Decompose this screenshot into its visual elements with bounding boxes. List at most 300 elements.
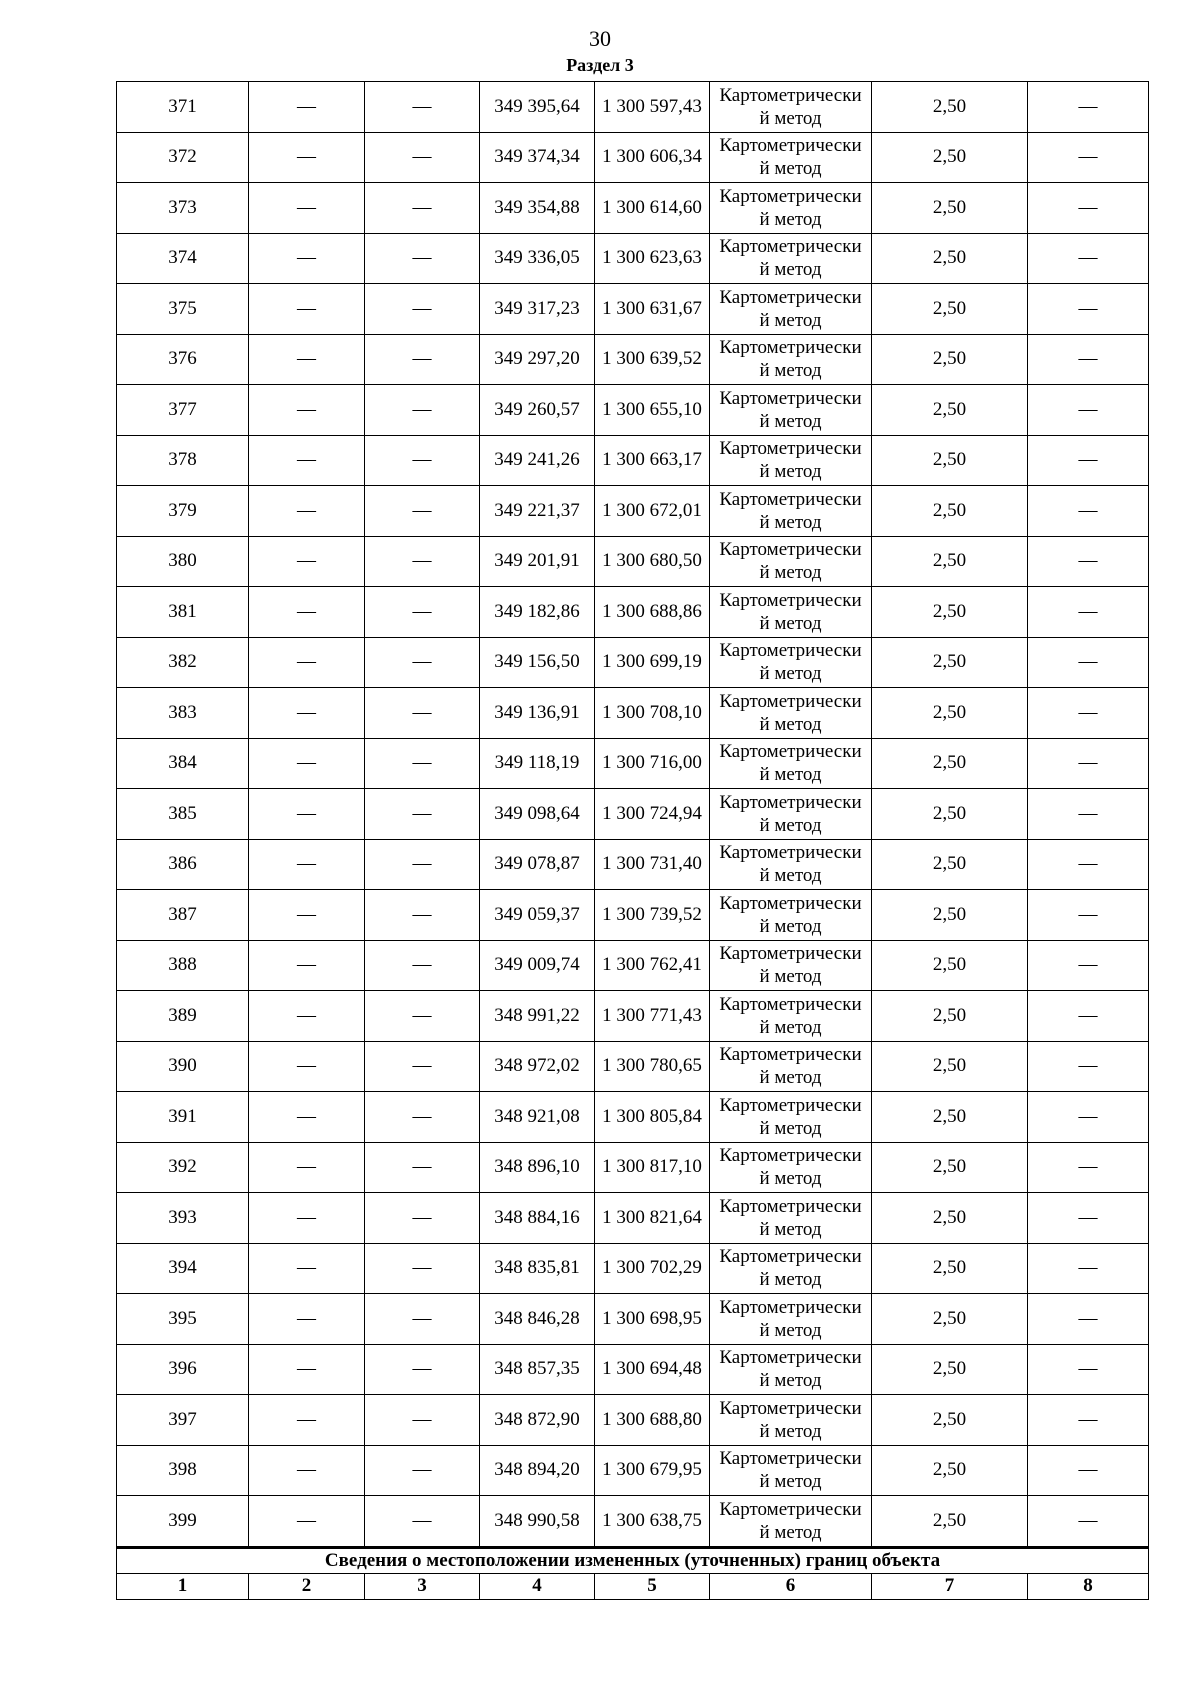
method-line-2: й метод	[759, 1067, 822, 1089]
point-number: 373	[117, 183, 249, 234]
method-cell	[710, 334, 872, 385]
method-cell	[710, 486, 872, 537]
table-row	[117, 1193, 1149, 1244]
dash-cell: —	[365, 183, 480, 234]
dash-cell: —	[365, 1395, 480, 1446]
y-coordinate: 1 300 821,64	[595, 1193, 710, 1244]
y-coordinate: 1 300 699,19	[595, 637, 710, 688]
accuracy-value: 2,50	[872, 890, 1028, 941]
method-line-2: й метод	[759, 612, 822, 634]
method-line-1: Картометрически	[719, 1296, 862, 1318]
dash-cell: —	[365, 839, 480, 890]
table-row	[117, 385, 1149, 436]
point-number: 376	[117, 334, 249, 385]
dash-cell: —	[1028, 940, 1149, 991]
method-line-1: Картометрически	[719, 236, 862, 258]
method-line-1: Картометрически	[719, 135, 862, 157]
method-line-1: Картометрически	[719, 387, 862, 409]
y-coordinate: 1 300 597,43	[595, 82, 710, 133]
column-number: 1	[117, 1573, 249, 1599]
dash-cell: —	[249, 435, 365, 486]
accuracy-value: 2,50	[872, 1243, 1028, 1294]
x-coordinate: 348 921,08	[480, 1092, 595, 1143]
dash-cell: —	[1028, 587, 1149, 638]
table-body	[117, 82, 1149, 1548]
method-line-1: Картометрически	[719, 488, 862, 510]
table-row	[117, 940, 1149, 991]
column-number: 4	[480, 1573, 595, 1599]
page-number: 30	[589, 26, 611, 51]
point-number: 396	[117, 1344, 249, 1395]
method-cell	[710, 1193, 872, 1244]
dash-cell: —	[249, 890, 365, 941]
accuracy-value: 2,50	[872, 284, 1028, 335]
y-coordinate: 1 300 623,63	[595, 233, 710, 284]
method-line-2: й метод	[759, 713, 822, 735]
table-row	[117, 688, 1149, 739]
y-coordinate: 1 300 771,43	[595, 991, 710, 1042]
dash-cell: —	[365, 334, 480, 385]
method-line-1: Картометрически	[719, 185, 862, 207]
method-line-1: Картометрически	[719, 438, 862, 460]
dash-cell: —	[1028, 486, 1149, 537]
accuracy-value: 2,50	[872, 637, 1028, 688]
y-coordinate: 1 300 694,48	[595, 1344, 710, 1395]
accuracy-value: 2,50	[872, 1041, 1028, 1092]
method-line-1: Картометрически	[719, 1498, 862, 1520]
point-number: 372	[117, 132, 249, 183]
dash-cell: —	[249, 789, 365, 840]
column-number: 2	[249, 1573, 365, 1599]
y-coordinate: 1 300 731,40	[595, 839, 710, 890]
x-coordinate: 349 241,26	[480, 435, 595, 486]
dash-cell: —	[249, 1496, 365, 1548]
method-line-2: й метод	[759, 764, 822, 786]
dash-cell: —	[365, 1142, 480, 1193]
dash-cell: —	[1028, 1344, 1149, 1395]
method-cell	[710, 738, 872, 789]
y-coordinate: 1 300 672,01	[595, 486, 710, 537]
point-number: 374	[117, 233, 249, 284]
dash-cell: —	[365, 82, 480, 133]
dash-cell: —	[249, 839, 365, 890]
method-cell	[710, 991, 872, 1042]
table-row	[117, 890, 1149, 941]
method-cell	[710, 1142, 872, 1193]
x-coordinate: 349 078,87	[480, 839, 595, 890]
accuracy-value: 2,50	[872, 1294, 1028, 1345]
dash-cell: —	[1028, 1193, 1149, 1244]
dash-cell: —	[1028, 1092, 1149, 1143]
method-line-2: й метод	[759, 1420, 822, 1442]
method-line-2: й метод	[759, 158, 822, 180]
point-number: 381	[117, 587, 249, 638]
dash-cell: —	[1028, 536, 1149, 587]
dash-cell: —	[1028, 738, 1149, 789]
dash-cell: —	[249, 1445, 365, 1496]
dash-cell: —	[365, 587, 480, 638]
dash-cell: —	[249, 486, 365, 537]
dash-cell: —	[1028, 284, 1149, 335]
dash-cell: —	[365, 738, 480, 789]
dash-cell: —	[249, 1092, 365, 1143]
y-coordinate: 1 300 739,52	[595, 890, 710, 941]
dash-cell: —	[249, 991, 365, 1042]
accuracy-value: 2,50	[872, 82, 1028, 133]
method-cell	[710, 385, 872, 436]
table-row	[117, 183, 1149, 234]
y-coordinate: 1 300 698,95	[595, 1294, 710, 1345]
accuracy-value: 2,50	[872, 1142, 1028, 1193]
dash-cell: —	[249, 183, 365, 234]
method-line-2: й метод	[759, 663, 822, 685]
y-coordinate: 1 300 688,80	[595, 1395, 710, 1446]
dash-cell: —	[249, 738, 365, 789]
method-line-1: Картометрически	[719, 993, 862, 1015]
column-number: 6	[710, 1573, 872, 1599]
point-number: 383	[117, 688, 249, 739]
table-row	[117, 1395, 1149, 1446]
method-line-2: й метод	[759, 410, 822, 432]
method-line-1: Картометрически	[719, 589, 862, 611]
point-number: 384	[117, 738, 249, 789]
dash-cell: —	[365, 1445, 480, 1496]
table-row	[117, 284, 1149, 335]
table-row	[117, 334, 1149, 385]
dash-cell: —	[249, 1142, 365, 1193]
dash-cell: —	[1028, 233, 1149, 284]
accuracy-value: 2,50	[872, 536, 1028, 587]
point-number: 371	[117, 82, 249, 133]
table-row	[117, 637, 1149, 688]
method-line-2: й метод	[759, 259, 822, 281]
point-number: 377	[117, 385, 249, 436]
method-cell	[710, 536, 872, 587]
x-coordinate: 348 872,90	[480, 1395, 595, 1446]
dash-cell: —	[365, 1041, 480, 1092]
x-coordinate: 349 317,23	[480, 284, 595, 335]
column-number: 5	[595, 1573, 710, 1599]
dash-cell: —	[365, 1193, 480, 1244]
point-number: 394	[117, 1243, 249, 1294]
x-coordinate: 349 009,74	[480, 940, 595, 991]
method-cell	[710, 435, 872, 486]
method-cell	[710, 1092, 872, 1143]
point-number: 380	[117, 536, 249, 587]
table-row	[117, 486, 1149, 537]
table-row	[117, 82, 1149, 133]
method-cell	[710, 890, 872, 941]
table-row	[117, 1243, 1149, 1294]
point-number: 375	[117, 284, 249, 335]
table-row	[117, 1445, 1149, 1496]
table-row	[117, 1041, 1149, 1092]
dash-cell: —	[1028, 1041, 1149, 1092]
dash-cell: —	[365, 1243, 480, 1294]
accuracy-value: 2,50	[872, 132, 1028, 183]
table-row	[117, 738, 1149, 789]
dash-cell: —	[365, 284, 480, 335]
dash-cell: —	[365, 637, 480, 688]
method-line-2: й метод	[759, 966, 822, 988]
dash-cell: —	[249, 587, 365, 638]
accuracy-value: 2,50	[872, 991, 1028, 1042]
table-row	[117, 789, 1149, 840]
method-cell	[710, 1041, 872, 1092]
y-coordinate: 1 300 606,34	[595, 132, 710, 183]
accuracy-value: 2,50	[872, 587, 1028, 638]
method-line-2: й метод	[759, 461, 822, 483]
dash-cell: —	[1028, 789, 1149, 840]
table-row	[117, 839, 1149, 890]
y-coordinate: 1 300 631,67	[595, 284, 710, 335]
point-number: 397	[117, 1395, 249, 1446]
method-line-2: й метод	[759, 1117, 822, 1139]
point-number: 395	[117, 1294, 249, 1345]
accuracy-value: 2,50	[872, 385, 1028, 436]
dash-cell: —	[365, 1092, 480, 1143]
method-line-2: й метод	[759, 360, 822, 382]
dash-cell: —	[249, 1395, 365, 1446]
dash-cell: —	[249, 1041, 365, 1092]
x-coordinate: 349 136,91	[480, 688, 595, 739]
accuracy-value: 2,50	[872, 183, 1028, 234]
point-number: 387	[117, 890, 249, 941]
method-line-2: й метод	[759, 915, 822, 937]
x-coordinate: 349 156,50	[480, 637, 595, 688]
point-number: 390	[117, 1041, 249, 1092]
y-coordinate: 1 300 724,94	[595, 789, 710, 840]
dash-cell: —	[249, 688, 365, 739]
method-line-2: й метод	[759, 1319, 822, 1341]
y-coordinate: 1 300 639,52	[595, 334, 710, 385]
dash-cell: —	[249, 334, 365, 385]
method-cell	[710, 789, 872, 840]
accuracy-value: 2,50	[872, 1496, 1028, 1548]
dash-cell: —	[1028, 839, 1149, 890]
accuracy-value: 2,50	[872, 435, 1028, 486]
method-line-1: Картометрически	[719, 1448, 862, 1470]
table-row	[117, 1142, 1149, 1193]
method-line-1: Картометрически	[719, 1044, 862, 1066]
method-line-1: Картометрически	[719, 791, 862, 813]
method-line-1: Картометрически	[719, 539, 862, 561]
y-coordinate: 1 300 638,75	[595, 1496, 710, 1548]
x-coordinate: 348 894,20	[480, 1445, 595, 1496]
table-row	[117, 587, 1149, 638]
method-line-1: Картометрически	[719, 943, 862, 965]
y-coordinate: 1 300 817,10	[595, 1142, 710, 1193]
method-line-1: Картометрически	[719, 640, 862, 662]
dash-cell: —	[1028, 1294, 1149, 1345]
method-line-2: й метод	[759, 208, 822, 230]
point-number: 386	[117, 839, 249, 890]
x-coordinate: 348 990,58	[480, 1496, 595, 1548]
y-coordinate: 1 300 688,86	[595, 587, 710, 638]
method-cell	[710, 1445, 872, 1496]
dash-cell: —	[1028, 132, 1149, 183]
dash-cell: —	[365, 435, 480, 486]
dash-cell: —	[365, 233, 480, 284]
dash-cell: —	[249, 637, 365, 688]
method-line-1: Картометрически	[719, 1094, 862, 1116]
column-number: 3	[365, 1573, 480, 1599]
dash-cell: —	[249, 233, 365, 284]
x-coordinate: 349 221,37	[480, 486, 595, 537]
method-line-2: й метод	[759, 562, 822, 584]
method-line-2: й метод	[759, 814, 822, 836]
point-number: 398	[117, 1445, 249, 1496]
method-line-1: Картометрически	[719, 1246, 862, 1268]
accuracy-value: 2,50	[872, 233, 1028, 284]
dash-cell: —	[365, 1294, 480, 1345]
y-coordinate: 1 300 708,10	[595, 688, 710, 739]
method-line-1: Картометрически	[719, 1397, 862, 1419]
accuracy-value: 2,50	[872, 688, 1028, 739]
method-cell	[710, 132, 872, 183]
dash-cell: —	[365, 688, 480, 739]
table-row	[117, 1092, 1149, 1143]
dash-cell: —	[1028, 82, 1149, 133]
method-line-1: Картометрически	[719, 286, 862, 308]
dash-cell: —	[1028, 991, 1149, 1042]
accuracy-value: 2,50	[872, 486, 1028, 537]
table-row	[117, 1344, 1149, 1395]
point-number: 391	[117, 1092, 249, 1143]
dash-cell: —	[1028, 1445, 1149, 1496]
x-coordinate: 349 098,64	[480, 789, 595, 840]
x-coordinate: 348 884,16	[480, 1193, 595, 1244]
point-number: 382	[117, 637, 249, 688]
method-cell	[710, 1294, 872, 1345]
table-row	[117, 991, 1149, 1042]
table-caption-row	[117, 1547, 1149, 1573]
point-number: 379	[117, 486, 249, 537]
accuracy-value: 2,50	[872, 839, 1028, 890]
table-row	[117, 1496, 1149, 1548]
method-cell	[710, 82, 872, 133]
x-coordinate: 349 260,57	[480, 385, 595, 436]
method-cell	[710, 587, 872, 638]
point-number: 399	[117, 1496, 249, 1548]
dash-cell: —	[249, 1294, 365, 1345]
method-cell	[710, 688, 872, 739]
dash-cell: —	[365, 486, 480, 537]
accuracy-value: 2,50	[872, 1092, 1028, 1143]
point-number: 392	[117, 1142, 249, 1193]
method-line-1: Картометрически	[719, 84, 862, 106]
method-line-1: Картометрически	[719, 892, 862, 914]
dash-cell: —	[249, 536, 365, 587]
table-row	[117, 435, 1149, 486]
y-coordinate: 1 300 655,10	[595, 385, 710, 436]
dash-cell: —	[249, 284, 365, 335]
method-cell	[710, 1243, 872, 1294]
dash-cell: —	[1028, 890, 1149, 941]
method-cell	[710, 839, 872, 890]
y-coordinate: 1 300 716,00	[595, 738, 710, 789]
x-coordinate: 349 395,64	[480, 82, 595, 133]
accuracy-value: 2,50	[872, 1344, 1028, 1395]
x-coordinate: 348 846,28	[480, 1294, 595, 1345]
method-line-1: Картометрически	[719, 1195, 862, 1217]
dash-cell: —	[365, 890, 480, 941]
method-line-2: й метод	[759, 1016, 822, 1038]
dash-cell: —	[1028, 183, 1149, 234]
x-coordinate: 349 059,37	[480, 890, 595, 941]
dash-cell: —	[1028, 688, 1149, 739]
method-cell	[710, 233, 872, 284]
dash-cell: —	[365, 132, 480, 183]
accuracy-value: 2,50	[872, 738, 1028, 789]
dash-cell: —	[249, 1344, 365, 1395]
method-cell	[710, 940, 872, 991]
method-line-2: й метод	[759, 1471, 822, 1493]
point-number: 393	[117, 1193, 249, 1244]
accuracy-value: 2,50	[872, 940, 1028, 991]
dash-cell: —	[1028, 1142, 1149, 1193]
y-coordinate: 1 300 614,60	[595, 183, 710, 234]
dash-cell: —	[365, 940, 480, 991]
dash-cell: —	[365, 789, 480, 840]
point-number: 378	[117, 435, 249, 486]
method-line-2: й метод	[759, 865, 822, 887]
y-coordinate: 1 300 762,41	[595, 940, 710, 991]
coordinates-table	[116, 81, 1149, 1600]
section-title: Раздел 3	[566, 55, 634, 75]
x-coordinate: 349 336,05	[480, 233, 595, 284]
dash-cell: —	[249, 132, 365, 183]
method-cell	[710, 637, 872, 688]
dash-cell: —	[365, 1344, 480, 1395]
table-caption: Сведения о местоположении измененных (уточненных) границ объекта	[117, 1547, 1149, 1573]
table-row	[117, 1294, 1149, 1345]
accuracy-value: 2,50	[872, 1395, 1028, 1446]
dash-cell: —	[1028, 1395, 1149, 1446]
dash-cell: —	[249, 1243, 365, 1294]
method-cell	[710, 1395, 872, 1446]
x-coordinate: 348 857,35	[480, 1344, 595, 1395]
x-coordinate: 348 896,10	[480, 1142, 595, 1193]
method-line-2: й метод	[759, 511, 822, 533]
dash-cell: —	[249, 1193, 365, 1244]
column-numbers-row	[117, 1573, 1149, 1599]
accuracy-value: 2,50	[872, 1193, 1028, 1244]
y-coordinate: 1 300 805,84	[595, 1092, 710, 1143]
dash-cell: —	[365, 991, 480, 1042]
column-number: 8	[1028, 1573, 1149, 1599]
dash-cell: —	[1028, 1243, 1149, 1294]
method-line-1: Картометрически	[719, 1145, 862, 1167]
column-number: 7	[872, 1573, 1028, 1599]
table-row	[117, 132, 1149, 183]
accuracy-value: 2,50	[872, 334, 1028, 385]
method-cell	[710, 1344, 872, 1395]
dash-cell: —	[365, 536, 480, 587]
dash-cell: —	[1028, 1496, 1149, 1548]
y-coordinate: 1 300 780,65	[595, 1041, 710, 1092]
x-coordinate: 349 374,34	[480, 132, 595, 183]
y-coordinate: 1 300 679,95	[595, 1445, 710, 1496]
y-coordinate: 1 300 680,50	[595, 536, 710, 587]
method-line-2: й метод	[759, 1521, 822, 1543]
method-line-2: й метод	[759, 309, 822, 331]
x-coordinate: 348 972,02	[480, 1041, 595, 1092]
dash-cell: —	[249, 82, 365, 133]
y-coordinate: 1 300 702,29	[595, 1243, 710, 1294]
method-line-2: й метод	[759, 1269, 822, 1291]
x-coordinate: 348 835,81	[480, 1243, 595, 1294]
